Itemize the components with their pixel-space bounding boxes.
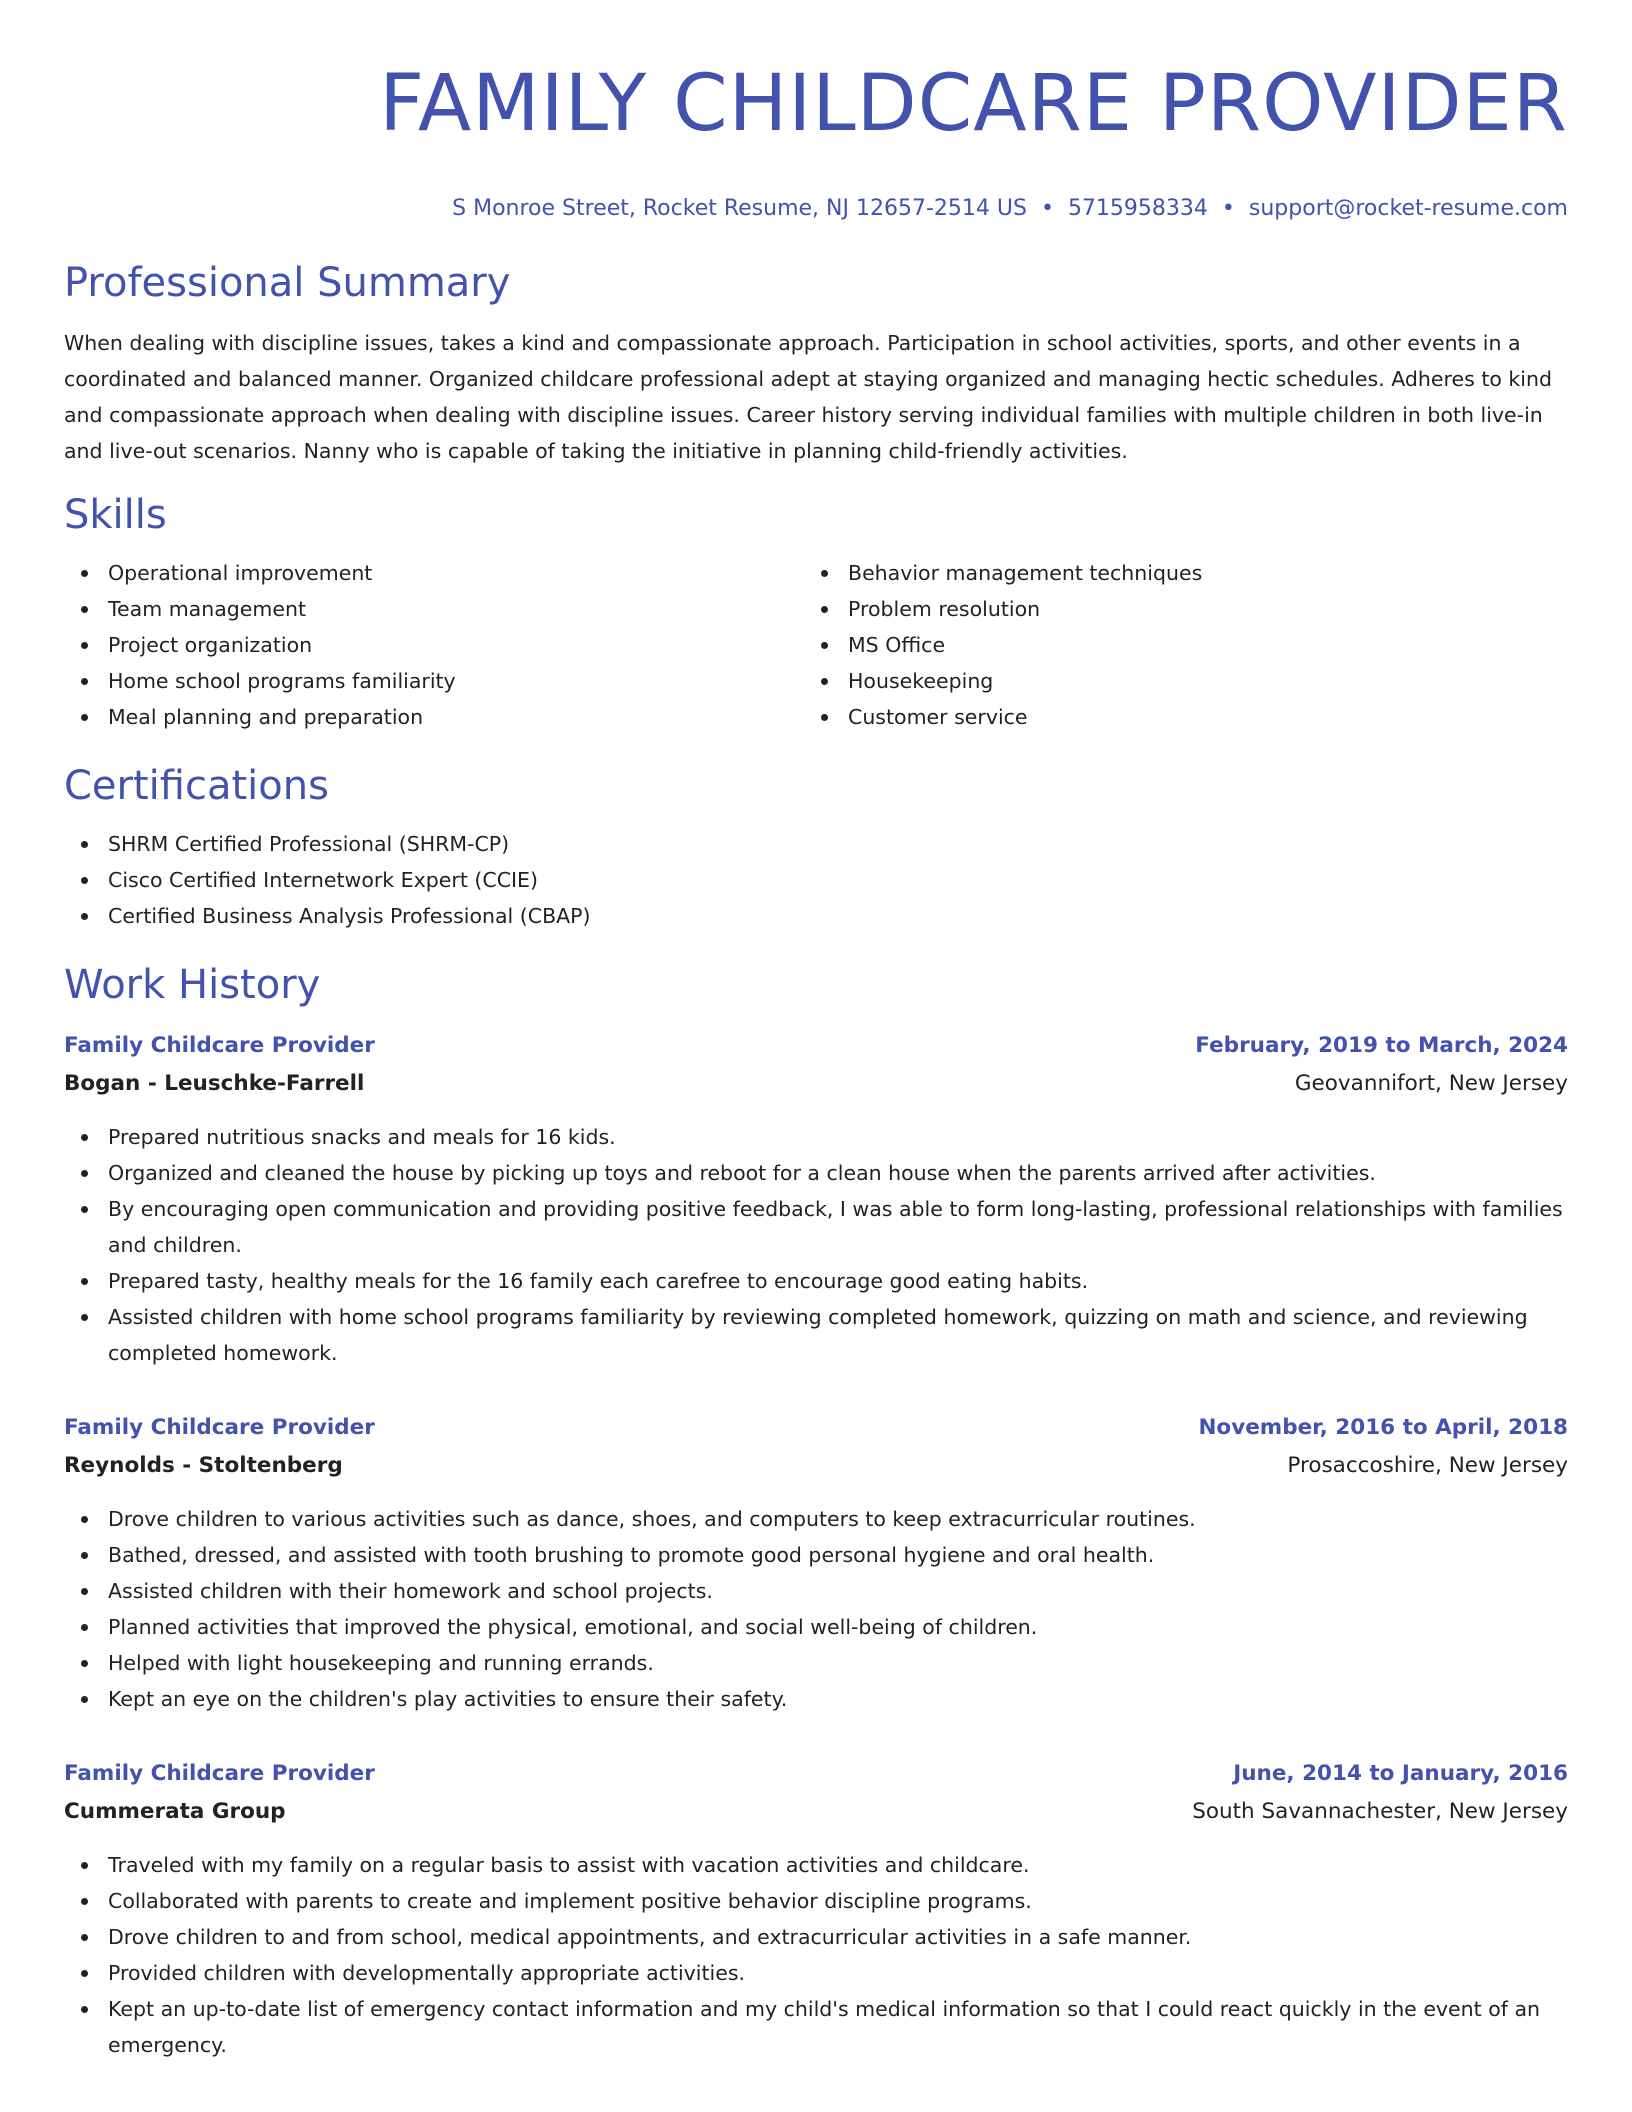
job-duties-list xyxy=(64,1847,1568,2063)
job-header-row xyxy=(64,1027,1568,1065)
skill-item: Customer service xyxy=(848,699,1544,735)
job-duties-list xyxy=(64,1119,1568,1371)
skills-column-left xyxy=(64,555,804,735)
job-company: Cummerata Group xyxy=(64,1799,286,1824)
job-duty: Drove children to various activities such as dance, shoes, and computers to keep extracurricular routines. xyxy=(108,1501,1568,1537)
contact-email: support@rocket-resume.com xyxy=(1248,196,1568,221)
certification-item: Cisco Certified Internetwork Expert (CCIE) xyxy=(108,862,1568,898)
job-location: Prosaccoshire, New Jersey xyxy=(1287,1453,1568,1478)
skill-item: MS Office xyxy=(848,627,1544,663)
skills-grid xyxy=(64,555,1568,735)
job-location: Geovannifort, New Jersey xyxy=(1294,1071,1568,1096)
skills-list-right xyxy=(804,555,1544,735)
job-entry xyxy=(64,1755,1568,2063)
job-duty: Assisted children with home school programs familiarity by reviewing completed homework, quizzing on math and science, and reviewing completed homework. xyxy=(108,1299,1568,1371)
job-entry xyxy=(64,1027,1568,1371)
job-location: South Savannachester, New Jersey xyxy=(1192,1799,1568,1824)
job-dates: February, 2019 to March, 2024 xyxy=(1195,1033,1568,1058)
job-company: Bogan - Leuschke-Farrell xyxy=(64,1071,365,1096)
job-company-row xyxy=(64,1793,1568,1831)
job-entry xyxy=(64,1409,1568,1717)
job-duty: Collaborated with parents to create and implement positive behavior discipline programs. xyxy=(108,1883,1568,1919)
resume-title: FAMILY CHILDCARE PROVIDER xyxy=(379,59,1568,149)
work-history-heading: Work History xyxy=(64,962,321,1008)
job-duties-list xyxy=(64,1501,1568,1717)
skill-item: Operational improvement xyxy=(108,555,804,591)
skills-list-left xyxy=(64,555,804,735)
contact-address: S Monroe Street, Rocket Resume, NJ 12657-2514 US xyxy=(452,196,1027,221)
job-duty: Prepared tasty, healthy meals for the 16 family each carefree to encourage good eating habits. xyxy=(108,1263,1568,1299)
skill-item: Behavior management techniques xyxy=(848,555,1544,591)
job-role: Family Childcare Provider xyxy=(64,1033,375,1058)
job-company-row xyxy=(64,1447,1568,1485)
job-duty: Helped with light housekeeping and running errands. xyxy=(108,1645,1568,1681)
skill-item: Problem resolution xyxy=(848,591,1544,627)
job-duty: Prepared nutritious snacks and meals for 16 kids. xyxy=(108,1119,1568,1155)
certifications-heading: Certifications xyxy=(64,763,329,809)
contact-separator: • xyxy=(1221,196,1235,221)
job-duty: Assisted children with their homework and school projects. xyxy=(108,1573,1568,1609)
job-duty: Drove children to and from school, medical appointments, and extracurricular activities in a safe manner. xyxy=(108,1919,1568,1955)
skills-heading: Skills xyxy=(64,492,167,538)
job-duty: Traveled with my family on a regular basis to assist with vacation activities and childcare. xyxy=(108,1847,1568,1883)
job-duty: Planned activities that improved the physical, emotional, and social well-being of children. xyxy=(108,1609,1568,1645)
job-duty: Kept an eye on the children's play activities to ensure their safety. xyxy=(108,1681,1568,1717)
certification-item: Certified Business Analysis Professional (CBAP) xyxy=(108,898,1568,934)
certification-item: SHRM Certified Professional (SHRM-CP) xyxy=(108,826,1568,862)
skills-column-right xyxy=(804,555,1544,735)
contact-phone: 5715958334 xyxy=(1067,196,1208,221)
job-duty: By encouraging open communication and providing positive feedback, I was able to form long-lasting, professional relationships with families and children. xyxy=(108,1191,1568,1263)
job-dates: November, 2016 to April, 2018 xyxy=(1198,1415,1568,1440)
certifications-list xyxy=(64,826,1568,934)
skill-item: Home school programs familiarity xyxy=(108,663,804,699)
skill-item: Team management xyxy=(108,591,804,627)
job-company: Reynolds - Stoltenberg xyxy=(64,1453,343,1478)
job-duty: Provided children with developmentally appropriate activities. xyxy=(108,1955,1568,1991)
job-header-row xyxy=(64,1409,1568,1447)
job-duty: Bathed, dressed, and assisted with tooth brushing to promote good personal hygiene and oral health. xyxy=(108,1537,1568,1573)
job-role: Family Childcare Provider xyxy=(64,1415,375,1440)
skill-item: Housekeeping xyxy=(848,663,1544,699)
job-duty: Kept an up-to-date list of emergency contact information and my child's medical information so that I could react quickly in the event of an emergency. xyxy=(108,1991,1568,2063)
contact-separator: • xyxy=(1040,196,1054,221)
summary-heading: Professional Summary xyxy=(64,260,511,306)
job-header-row xyxy=(64,1755,1568,1793)
skill-item: Meal planning and preparation xyxy=(108,699,804,735)
job-company-row xyxy=(64,1065,1568,1103)
job-role: Family Childcare Provider xyxy=(64,1761,375,1786)
contact-line xyxy=(64,194,1568,224)
job-duty: Organized and cleaned the house by picking up toys and reboot for a clean house when the parents arrived after activities. xyxy=(108,1155,1568,1191)
skill-item: Project organization xyxy=(108,627,804,663)
summary-text: When dealing with discipline issues, takes a kind and compassionate approach. Participation in school activities, sports, and other events in a coordinated and balanced manner. Organized childcare professional adept at staying organized and managing hectic schedules. Adheres to kind and compassionate approach when dealing with discipline issues. Career history serving individual families with multiple children in both live-in and live-out scenarios. Nanny who is capable of taking the initiative in planning child-friendly activities. xyxy=(64,331,1552,463)
job-dates: June, 2014 to January, 2016 xyxy=(1233,1761,1568,1786)
